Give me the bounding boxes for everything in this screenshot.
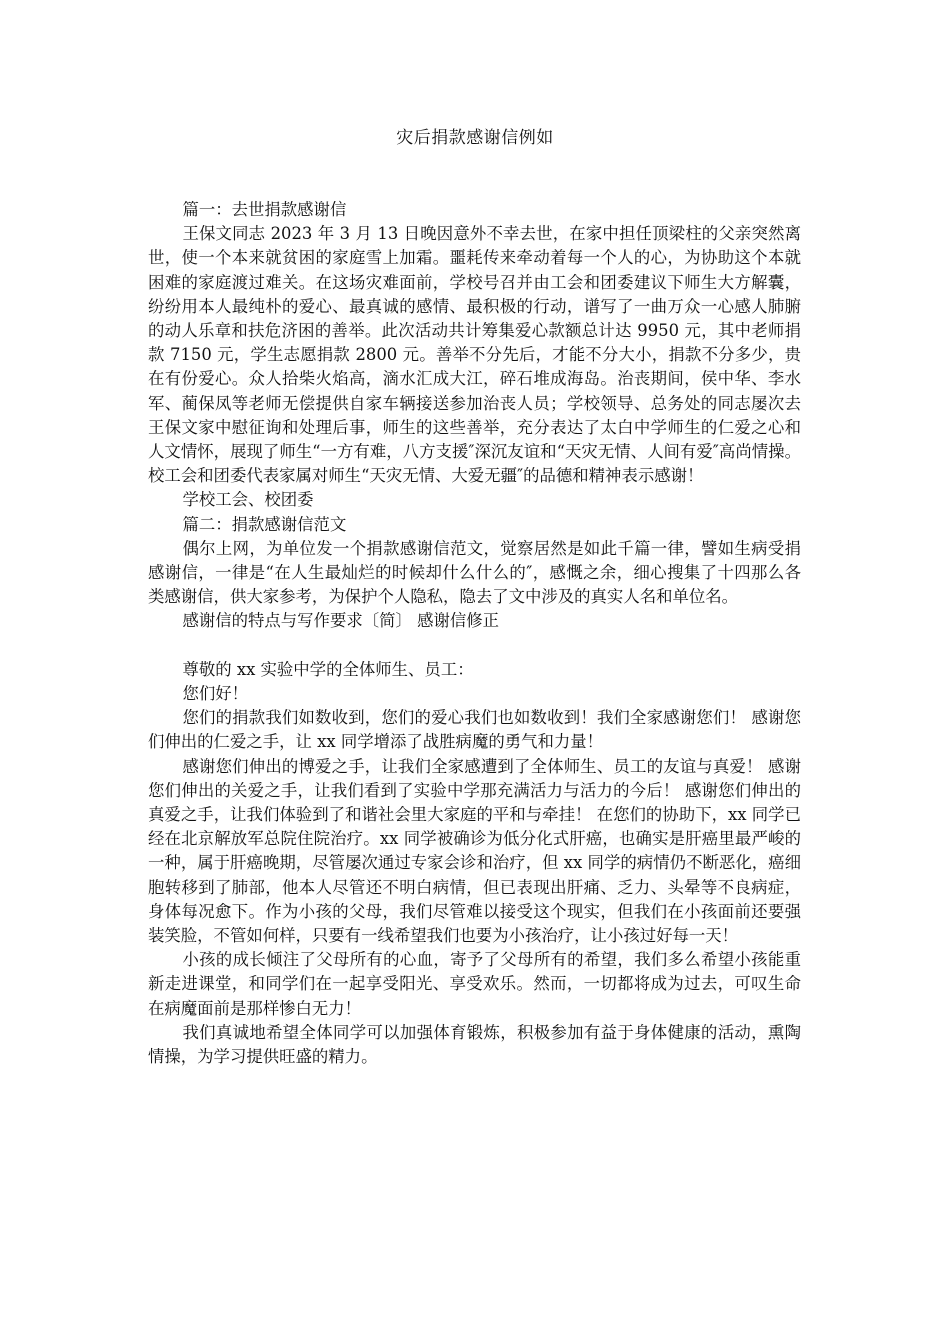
- section1-paragraph: 王保文同志 2023 年 3 月 13 日晚因意外不幸去世，在家中担任顶梁柱的父亲突然离世，使一个本来就贫困的家庭雪上加霜。噩耗传来牵动着每一个人的心，为协助这个本就困难的家庭渡过难关。在这场灾难面前，学校号召并由工会和团委建议下师生大方解囊，纷纷用本人最纯朴的爱心、最真诚的感情、最积极的行动，谱写了一曲万众一心感人肺腑的动人乐章和扶危济困的善举。此次活动共计筹集爱心款额总计达 9950 元，其中老师捐款 7150 元，学生志愿捐款 2800 元。善举不分先后，才能不分大小，捐款不分多少，贵在有份爱心。众人拾柴火焰高，滴水汇成大江，碎石堆成海岛。治丧期间，侯中华、李水军、蔺保凤等老师无偿提供自家车辆接送参加治丧人员；学校领导、总务处的同志屡次去王保文家中慰征询和处理后事，师生的这些善举，充分表达了太白中学师生的仁爱之心和人文情怀，展现了师生“一方有难，八方支援″深沉友谊和“天灾无情、人间有爱″高尚情操。校工会和团委代表家属对师生“天灾无情、大爱无疆″的品德和精神表示感谢！: [148, 224, 801, 486]
- document-title: 灾后捐款感谢信例如: [396, 128, 554, 148]
- document-body: [148, 198, 801, 1069]
- letter-paragraph-3: 小孩的成长倾注了父母所有的心血，寄予了父母所有的希望，我们多么希望小孩能重新走进课堂，和同学们在一起享受阳光、享受欢乐。然而，一切都将成为过去，可叹生命在病魔面前是那样惨白无力！: [148, 950, 801, 1018]
- section1-signature: 学校工会、校团委: [182, 490, 314, 510]
- letter-paragraph-2: 感谢您们伸出的博爱之手，让我们全家感遭到了全体师生、员工的友谊与真爱！ 感谢您们伸出的关爱之手，让我们看到了实验中学那充满活力与活力的今后！ 感谢您们伸出的真爱之手，让我们体验到了和谐社会里大家庭的平和与牵挂！ 在您们的协助下，xx 同学已经在北京解放军总院住院治疗。xx 同学被确诊为低分化式肝癌，也确实是肝癌里最严峻的一种，属于肝癌晚期，尽管屡次通过专家会诊和治疗，但 xx 同学的病情仍不断恶化，癌细胞转移到了肺部，他本人尽管还不明白病情，但已表现出肝痛、乏力、头晕等不良病症，身体每况愈下。作为小孩的父母，我们尽管难以接受这个现实，但我们在小孩面前还要强装笑脸，不管如何样，只要有一线希望我们也要为小孩治疗，让小孩过好每一天！: [148, 756, 801, 946]
- section2-intro: 偶尔上网，为单位发一个捐款感谢信范文，觉察居然是如此千篇一律，譬如生病受捐感谢信，一律是“在人生最灿烂的时候却什么什么的″，感慨之余，细心搜集了十四那么各类感谢信，供大家参考，为保护个人隐私，隐去了文中涉及的真实人名和单位名。: [148, 538, 801, 607]
- letter-paragraph-4: 我们真诚地希望全体同学可以加强体育锻炼，积极参加有益于身体健康的活动，熏陶情操，为学习提供旺盛的精力。: [148, 1022, 801, 1067]
- section2-heading: 篇二：捐款感谢信范文: [182, 514, 347, 534]
- section2-note: 感谢信的特点与写作要求〔简〕 感谢信修正: [182, 611, 500, 631]
- letter-salutation: 尊敬的 xx 实验中学的全体师生、员工：: [182, 659, 474, 679]
- letter-paragraph-1: 您们的捐款我们如数收到，您们的爱心我们也如数收到！我们全家感谢您们！ 感谢您们伸出的仁爱之手，让 xx 同学增添了战胜病魔的勇气和力量！: [148, 708, 801, 752]
- section1-heading: 篇一：去世捐款感谢信: [182, 200, 347, 219]
- letter-greeting: 您们好！: [182, 684, 248, 704]
